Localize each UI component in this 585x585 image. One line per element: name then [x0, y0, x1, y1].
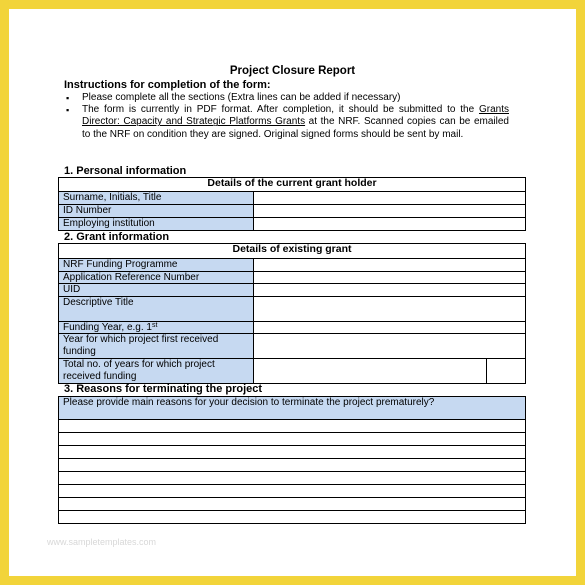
- reasons-table: [58, 396, 526, 524]
- descriptive-title-field[interactable]: [254, 296, 526, 321]
- total-years-field[interactable]: [254, 359, 487, 384]
- surname-field[interactable]: [254, 192, 526, 205]
- grant-info-table: [58, 243, 526, 384]
- reasons-prompt: Please provide main reasons for your decision to terminate the project prematurely?: [59, 397, 526, 420]
- reason-line[interactable]: [59, 433, 526, 446]
- instructions-list: [64, 92, 509, 141]
- table-caption: Details of the current grant holder: [59, 178, 526, 192]
- funding-year-field[interactable]: [254, 321, 526, 334]
- field-label: Descriptive Title: [59, 296, 254, 321]
- section1-heading: 1. Personal information: [64, 165, 187, 177]
- reference-number-field[interactable]: [254, 271, 526, 284]
- table-caption: Details of existing grant: [59, 244, 526, 259]
- field-label: NRF Funding Programme: [59, 259, 254, 272]
- field-label: [59, 321, 254, 334]
- funding-programme-field[interactable]: [254, 259, 526, 272]
- section2-heading: 2. Grant information: [64, 231, 170, 243]
- reason-line[interactable]: [59, 420, 526, 433]
- reason-line[interactable]: [59, 472, 526, 485]
- instruction-text: at the NRF. Scanned copies can be emailed to the NRF on condition they are signed. Original signed forms should be sent by mail.: [82, 116, 509, 140]
- funding-year-label: Funding Year, e.g. 1: [63, 321, 152, 333]
- reason-line[interactable]: [59, 485, 526, 498]
- section3-heading: 3. Reasons for terminating the project: [64, 383, 263, 395]
- field-label: Total no. of years for which project received funding: [59, 359, 254, 384]
- document-page: [9, 9, 576, 576]
- reason-line[interactable]: [59, 511, 526, 524]
- id-number-field[interactable]: [254, 205, 526, 218]
- field-label: UID: [59, 284, 254, 297]
- field-label: Application Reference Number: [59, 271, 254, 284]
- page-title: Project Closure Report: [229, 65, 356, 77]
- institution-field[interactable]: [254, 218, 526, 231]
- field-label: Surname, Initials, Title: [59, 192, 254, 205]
- instruction-item: [64, 104, 509, 141]
- reason-line[interactable]: [59, 498, 526, 511]
- uid-field[interactable]: [254, 284, 526, 297]
- instruction-text: Please complete all the sections (Extra lines can be added if necessary): [82, 92, 401, 103]
- instructions-heading: Instructions for completion of the form:: [64, 79, 271, 91]
- personal-info-table: [58, 177, 526, 231]
- field-label: Employing institution: [59, 218, 254, 231]
- reason-line[interactable]: [59, 459, 526, 472]
- ordinal-suffix: st: [151, 321, 158, 329]
- first-received-field[interactable]: [254, 334, 526, 359]
- total-years-extra-field[interactable]: [487, 359, 526, 384]
- instruction-item: [64, 92, 509, 104]
- instruction-text: The form is currently in PDF format. After completion, it should be submitted to the: [82, 104, 479, 116]
- field-label: ID Number: [59, 205, 254, 218]
- reason-line[interactable]: [59, 446, 526, 459]
- grants-director-link[interactable]: Grants Director: Capacity and Strategic Platforms Grants: [82, 104, 509, 128]
- field-label: Year for which project first received funding: [59, 334, 254, 359]
- watermark: www.sampletemplates.com: [47, 537, 157, 547]
